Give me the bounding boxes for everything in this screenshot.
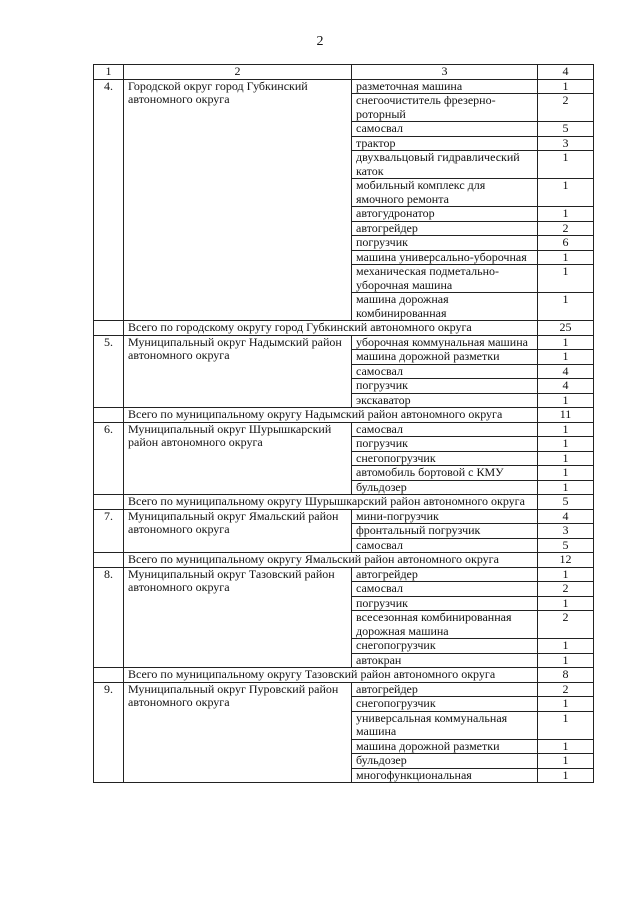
equipment-name: самосвал [352, 122, 538, 137]
equipment-table [93, 64, 594, 783]
equipment-name: мини-погрузчик [352, 509, 538, 524]
equipment-table-body [94, 65, 594, 783]
equipment-qty: 1 [538, 754, 594, 769]
equipment-name: трактор [352, 136, 538, 151]
group-total-value: 5 [538, 495, 594, 510]
group-total-value: 11 [538, 408, 594, 423]
equipment-qty: 1 [538, 393, 594, 408]
equipment-name: бульдозер [352, 754, 538, 769]
group-number: 9. [94, 682, 124, 783]
equipment-name: автогрейдер [352, 221, 538, 236]
total-row [94, 408, 594, 423]
equipment-name: автогрейдер [352, 682, 538, 697]
equipment-name: бульдозер [352, 480, 538, 495]
equipment-qty: 1 [538, 466, 594, 481]
group-name: Муниципальный округ Надымский район автономного округа [124, 335, 352, 408]
equipment-qty: 1 [538, 151, 594, 179]
equipment-qty: 1 [538, 422, 594, 437]
equipment-qty: 1 [538, 739, 594, 754]
equipment-qty: 2 [538, 611, 594, 639]
equipment-qty: 4 [538, 509, 594, 524]
group-name: Городской округ город Губкинский автономного округа [124, 79, 352, 321]
equipment-qty: 1 [538, 653, 594, 668]
equipment-name: уборочная коммунальная машина [352, 335, 538, 350]
group-total-label: Всего по городскому округу город Губкинский автономного округа [124, 321, 538, 336]
header-col-4: 4 [538, 65, 594, 80]
equipment-qty: 1 [538, 179, 594, 207]
header-col-2: 2 [124, 65, 352, 80]
equipment-name: машина универсально-уборочная [352, 250, 538, 265]
total-row-blank [94, 321, 124, 336]
table-row [94, 79, 594, 94]
group-number: 6. [94, 422, 124, 495]
equipment-qty: 1 [538, 265, 594, 293]
equipment-name: механическая подметально-уборочная машина [352, 265, 538, 293]
table-header-row [94, 65, 594, 80]
total-row [94, 321, 594, 336]
equipment-name: снегоочиститель фрезерно-роторный [352, 94, 538, 122]
equipment-name: самосвал [352, 538, 538, 553]
total-row [94, 495, 594, 510]
total-row-blank [94, 553, 124, 568]
equipment-name: погрузчик [352, 437, 538, 452]
equipment-name: погрузчик [352, 379, 538, 394]
equipment-name: автокран [352, 653, 538, 668]
equipment-name: машина дорожной разметки [352, 350, 538, 365]
group-total-value: 25 [538, 321, 594, 336]
equipment-name: машина дорожная комбинированная [352, 293, 538, 321]
equipment-qty: 2 [538, 682, 594, 697]
total-row [94, 553, 594, 568]
equipment-name: автомобиль бортовой с КМУ [352, 466, 538, 481]
equipment-name: автогудронатор [352, 207, 538, 222]
equipment-name: универсальная коммунальная машина [352, 711, 538, 739]
group-total-label: Всего по муниципальному округу Тазовский район автономного округа [124, 668, 538, 683]
equipment-name: самосвал [352, 364, 538, 379]
equipment-qty: 6 [538, 236, 594, 251]
equipment-qty: 5 [538, 538, 594, 553]
table-row [94, 567, 594, 582]
equipment-qty: 1 [538, 567, 594, 582]
equipment-qty: 1 [538, 711, 594, 739]
equipment-name: снегопогрузчик [352, 451, 538, 466]
page-number: 2 [316, 34, 324, 49]
equipment-name: мобильный комплекс для ямочного ремонта [352, 179, 538, 207]
group-name: Муниципальный округ Шурышкарский район автономного округа [124, 422, 352, 495]
equipment-name: машина дорожной разметки [352, 739, 538, 754]
group-number: 8. [94, 567, 124, 668]
table-row [94, 509, 594, 524]
group-total-label: Всего по муниципальному округу Шурышкарский район автономного округа [124, 495, 538, 510]
total-row-blank [94, 408, 124, 423]
group-name: Муниципальный округ Пуровский район автономного округа [124, 682, 352, 783]
equipment-name: снегопогрузчик [352, 639, 538, 654]
equipment-qty: 2 [538, 582, 594, 597]
equipment-qty: 1 [538, 335, 594, 350]
equipment-qty: 1 [538, 350, 594, 365]
equipment-qty: 1 [538, 250, 594, 265]
equipment-qty: 4 [538, 379, 594, 394]
equipment-name: самосвал [352, 582, 538, 597]
equipment-name: погрузчик [352, 236, 538, 251]
equipment-qty: 1 [538, 437, 594, 452]
header-col-3: 3 [352, 65, 538, 80]
total-row [94, 668, 594, 683]
equipment-qty: 2 [538, 94, 594, 122]
group-total-value: 12 [538, 553, 594, 568]
equipment-qty: 2 [538, 221, 594, 236]
equipment-qty: 1 [538, 207, 594, 222]
total-row-blank [94, 495, 124, 510]
equipment-name: самосвал [352, 422, 538, 437]
equipment-qty: 3 [538, 524, 594, 539]
equipment-name: погрузчик [352, 596, 538, 611]
group-total-label: Всего по муниципальному округу Надымский район автономного округа [124, 408, 538, 423]
table-row [94, 422, 594, 437]
equipment-qty: 1 [538, 293, 594, 321]
equipment-name: двухвальцовый гидравлический каток [352, 151, 538, 179]
equipment-name: фронтальный погрузчик [352, 524, 538, 539]
equipment-name: разметочная машина [352, 79, 538, 94]
equipment-name: автогрейдер [352, 567, 538, 582]
equipment-name: многофункциональная [352, 768, 538, 783]
group-total-value: 8 [538, 668, 594, 683]
equipment-qty: 1 [538, 480, 594, 495]
equipment-qty: 1 [538, 768, 594, 783]
equipment-name: экскаватор [352, 393, 538, 408]
group-total-label: Всего по муниципальному округу Ямальский район автономного округа [124, 553, 538, 568]
equipment-qty: 5 [538, 122, 594, 137]
equipment-qty: 1 [538, 639, 594, 654]
equipment-qty: 4 [538, 364, 594, 379]
group-name: Муниципальный округ Ямальский район автономного округа [124, 509, 352, 553]
table-row [94, 682, 594, 697]
equipment-qty: 1 [538, 79, 594, 94]
equipment-name: всесезонная комбинированная дорожная машина [352, 611, 538, 639]
equipment-name: снегопогрузчик [352, 697, 538, 712]
header-col-1: 1 [94, 65, 124, 80]
equipment-qty: 3 [538, 136, 594, 151]
equipment-qty: 1 [538, 451, 594, 466]
equipment-qty: 1 [538, 697, 594, 712]
equipment-qty: 1 [538, 596, 594, 611]
group-number: 5. [94, 335, 124, 408]
group-number: 4. [94, 79, 124, 321]
group-name: Муниципальный округ Тазовский район автономного округа [124, 567, 352, 668]
group-number: 7. [94, 509, 124, 553]
total-row-blank [94, 668, 124, 683]
table-row [94, 335, 594, 350]
